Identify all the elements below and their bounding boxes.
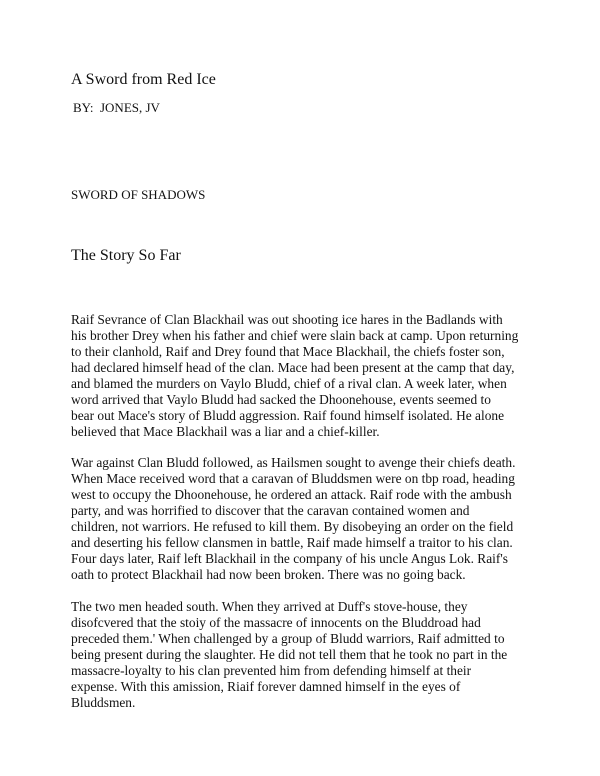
text-line: disofcvered that the stoiy of the massacre of innocents on the Bluddroad had: [71, 615, 481, 630]
paragraph-2: [71, 455, 571, 583]
text-line: had declared himself head of the clan. Mace had been present at the camp that day,: [71, 360, 515, 375]
text-line: Raif Sevrance of Clan Blackhail was out shooting ice hares in the Badlands with: [71, 312, 503, 327]
text-line: The two men headed south. When they arrived at Duff's stove-house, they: [71, 599, 468, 614]
text-line: party, and was horrified to discover that the caravan contained women and: [71, 503, 470, 518]
text-line: believed that Mace Blackhail was a liar and a chief-killer.: [71, 424, 380, 439]
text-line: preceded them.' When challenged by a group of Bludd warriors, Raif admitted to: [71, 631, 505, 646]
text-line: and deserting his fellow clansmen in battle, Raif made himself a traitor to his clan.: [71, 535, 513, 550]
text-line: oath to protect Blackhail had now been broken. There was no going back.: [71, 567, 466, 582]
text-line: bear out Mace's story of Bludd aggression. Raif found himself isolated. He alone: [71, 408, 505, 423]
text-line: War against Clan Bludd followed, as Hailsmen sought to avenge their chiefs death.: [71, 455, 516, 470]
author-line: BY: JONES, JV: [73, 100, 160, 115]
book-title: A Sword from Red Ice: [71, 71, 216, 88]
text-line: being present during the slaughter. He did not tell them that he took no part in the: [71, 647, 508, 662]
text-line: Bluddsmen.: [71, 695, 136, 710]
series-name: SWORD OF SHADOWS: [71, 187, 206, 202]
section-heading: The Story So Far: [71, 247, 181, 264]
text-line: and blamed the murders on Vaylo Bludd, chief of a rival clan. A week later, when: [71, 376, 507, 391]
text-line: Four days later, Raif left Blackhail in the company of his uncle Angus Lok. Raif's: [71, 551, 508, 566]
text-line: word arrived that Vaylo Bludd had sacked the Dhoonehouse, events seemed to: [71, 392, 491, 407]
paragraph-3: [71, 599, 571, 711]
text-line: west to occupy the Dhoonehouse, he ordered an attack. Raif rode with the ambush: [71, 487, 512, 502]
text-line: When Mace received word that a caravan of Bluddsmen were on tbp road, heading: [71, 471, 515, 486]
text-line: massacre-loyalty to his clan prevented him from defending himself at their: [71, 663, 472, 678]
text-line: his brother Drey when his father and chief were slain back at camp. Upon returning: [71, 328, 519, 343]
text-line: children, not warriors. He refused to kill them. By disobeying an order on the field: [71, 519, 514, 534]
text-line: to their clanhold, Raif and Drey found that Mace Blackhail, the chiefs foster son,: [71, 344, 505, 359]
paragraph-1: [71, 312, 571, 440]
text-line: expense. With this amission, Riaif forever damned himself in the eyes of: [71, 679, 461, 694]
